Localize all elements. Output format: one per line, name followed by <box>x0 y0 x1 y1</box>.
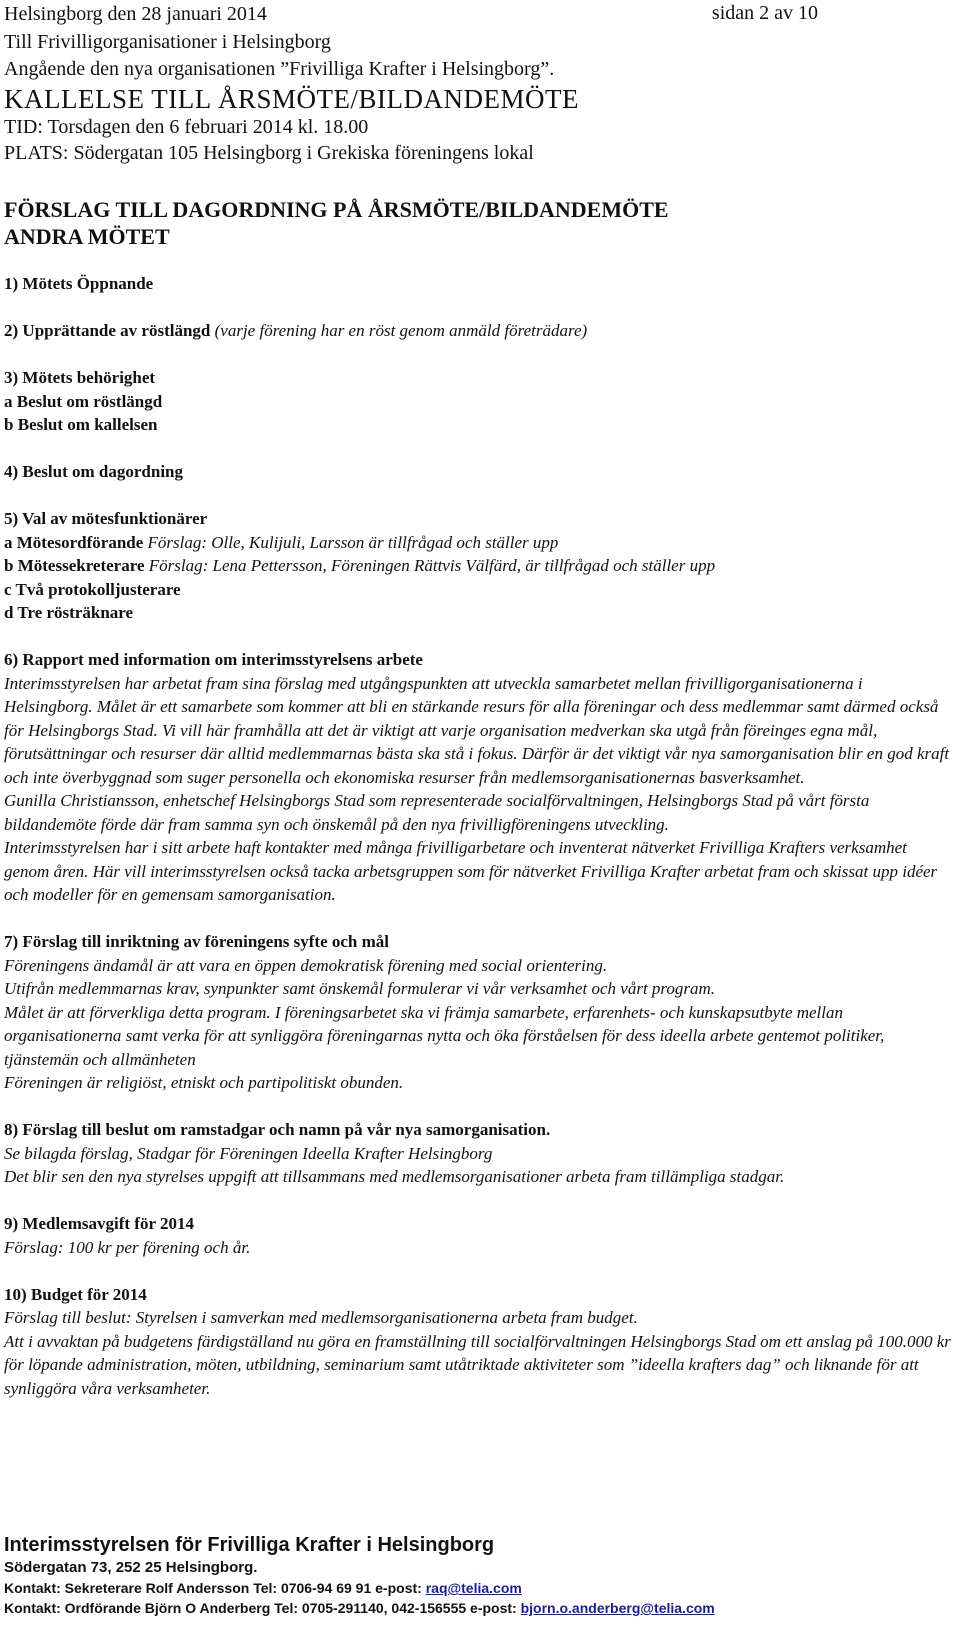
agenda-item-8: 8) Förslag till beslut om ramstadgar och namn på vår nya samorganisation. <box>4 1120 551 1139</box>
secretary-email-link[interactable]: raq@telia.com <box>425 1580 522 1596</box>
agenda-item-5a <box>4 531 954 555</box>
footer <box>4 1533 954 1618</box>
agenda-item-5b <box>4 554 954 578</box>
agenda-item-8-line-1: Se bilagda förslag, Stadgar för Föreningen Ideella Krafter Helsingborg <box>4 1143 493 1163</box>
chair-email-link[interactable]: bjorn.o.anderberg@telia.com <box>520 1600 715 1616</box>
agenda-item-5: 5) Val av mötesfunktionärer <box>4 509 208 528</box>
agenda-item-5b-label: b Mötessekreterare <box>4 556 149 575</box>
date-line: Helsingborg den 28 januari 2014 <box>4 3 267 25</box>
agenda-item-1: 1) Mötets Öppnande <box>4 274 154 293</box>
agenda-item-2-title: 2) Upprättande av röstlängd <box>4 321 215 340</box>
agenda-item-4: 4) Beslut om dagordning <box>4 462 183 481</box>
agenda-item-3a: a Beslut om röstlängd <box>4 391 163 411</box>
page-indicator: sidan 2 av 10 <box>711 2 818 24</box>
meeting-time: TID: Torsdagen den 6 februari 2014 kl. 18.00 <box>4 116 369 138</box>
agenda-item-7-line-4: Föreningen är religiöst, etniskt och partipolitiskt obunden. <box>4 1073 404 1092</box>
secretary-contact-text: Kontakt: Sekreterare Rolf Andersson Tel: 0706-94 69 91 e-post: <box>4 1580 426 1596</box>
agenda-item-9-line-1: Förslag: 100 kr per förening och år. <box>4 1237 251 1257</box>
footer-contact-secretary <box>4 1578 954 1598</box>
document-title: KALLELSE TILL ÅRSMÖTE/BILDANDEMÖTE <box>4 84 579 114</box>
agenda-item-7-line-2: Utifrån medlemmarnas krav, synpunkter samt önskemål formulerar vi vår verksamhet och vårt program. <box>4 979 716 998</box>
agenda-item-6-paragraph-2: Gunilla Christiansson, enhetschef Helsingborgs Stad som representerade socialförvaltningen, Helsingborgs Stad på vårt första bildandemöte förde där fram samma syn och önskemål på den nya frivilligföreningens utveckling. <box>4 791 870 834</box>
agenda-item-7-line-3: Målet är att förverkliga detta program. I föreningsarbetet ska vi främja samarbete, erfarenhets- och kunskapsutbyte mellan organisationerna samt verka för att synliggöra föreningarnas nytta och öka förståelsen för dess ideella arbete gentemot politiker, tjänstemän och allmänheten <box>4 1002 885 1069</box>
agenda-item-5a-label: a Mötesordförande <box>4 532 148 552</box>
agenda-item-7-line-1: Föreningens ändamål är att vara en öppen demokratisk förening med social orientering. <box>4 955 608 975</box>
agenda-item-6-paragraph-1: Interimsstyrelsen har arbetat fram sina förslag med utgångspunkten att utveckla samarbetet mellan frivilligorganisationerna i Helsingborg. Målet är ett samarbete som kommer att bli en stärkande resurs för alla föreningar och dess medlemmar samt därmed också för Helsingborgs Stad. Vi vill här framhålla att det är viktigt att varje organisation medverkan ska utgå från föreinges egna mål, förutsättningar och resurser där alltid medlemmarnas bästa ska stå i fokus. Därför är det viktigt vår nya samorganisation blir en god kraft och inte överbyggnad som suger personella och ekonomiska resurser från medlemsorganisationernas basverksamhet. <box>4 673 950 787</box>
footer-address: Södergatan 73, 252 25 Helsingborg. <box>4 1559 258 1576</box>
agenda-subheading: ANDRA MÖTET <box>4 224 170 249</box>
agenda-item-2-note: (varje förening har en röst genom anmäld företrädare) <box>214 321 588 340</box>
agenda-item-2 <box>4 319 954 343</box>
agenda-item-6-paragraph-3: Interimsstyrelsen har i sitt arbete haft kontakter med många frivilligarbetare och inventerat nätverket Frivilliga Krafters verksamhet genom åren. Här vill interimsstyrelsen också tacka arbetsgruppen som för nätverket Frivilliga Krafter arbetat fram och skissat upp idéer och modeller för en gemensam samorganisation. <box>4 838 938 904</box>
agenda-item-5a-text: Förslag: Olle, Kulijuli, Larsson är tillfrågad och ställer upp <box>147 532 559 552</box>
footer-contact-chair <box>4 1598 954 1618</box>
agenda-item-5b-text: Förslag: Lena Pettersson, Föreningen Rättvis Välfärd, är tillfrågad och ställer upp <box>148 556 716 575</box>
agenda-item-6: 6) Rapport med information om interimsstyrelsens arbete <box>4 650 423 669</box>
subject-line: Angående den nya organisationen ”Frivilliga Krafter i Helsingborg”. <box>4 58 555 80</box>
agenda-item-10-line-1: Förslag till beslut: Styrelsen i samverkan med medlemsorganisationerna arbeta fram budget. <box>4 1308 638 1327</box>
recipient-line: Till Frivilligorganisationer i Helsingborg <box>4 31 331 53</box>
agenda-item-10: 10) Budget för 2014 <box>4 1284 147 1304</box>
agenda-heading: FÖRSLAG TILL DAGORDNING PÅ ÅRSMÖTE/BILDANDEMÖTE <box>4 197 669 222</box>
chair-contact-text: Kontakt: Ordförande Björn O Anderberg Tel: 0705-291140, 042-156555 e-post: <box>4 1600 521 1616</box>
agenda-item-9: 9) Medlemsavgift för 2014 <box>4 1214 194 1233</box>
agenda-item-8-line-2: Det blir sen den nya styrelses uppgift att tillsammans med medlemsorganisationer arbeta fram tillämpliga stadgar. <box>4 1167 785 1186</box>
agenda-item-7: 7) Förslag till inriktning av föreningens syfte och mål <box>4 932 390 951</box>
agenda-item-10-line-2: Att i avvaktan på budgetens färdigställand nu göra en framställning till socialförvaltningen Helsingborgs Stad om ett anslag på 100.000 kr för löpande administration, möten, utbildning, seminarium samt utåtriktade aktiviteter som ”ideella krafters dag” och liknande för att synliggöra våra verksamheter. <box>4 1331 951 1398</box>
agenda-item-5d: d Tre rösträknare <box>4 603 134 622</box>
agenda-item-3b: b Beslut om kallelsen <box>4 415 158 434</box>
agenda-content <box>4 272 954 1400</box>
agenda-item-5c: c Två protokolljusterare <box>4 579 181 599</box>
footer-organization: Interimsstyrelsen för Frivilliga Krafter i Helsingborg <box>4 1534 495 1556</box>
meeting-place: PLATS: Södergatan 105 Helsingborg i Grekiska föreningens lokal <box>4 142 534 164</box>
agenda-item-3: 3) Mötets behörighet <box>4 368 156 387</box>
